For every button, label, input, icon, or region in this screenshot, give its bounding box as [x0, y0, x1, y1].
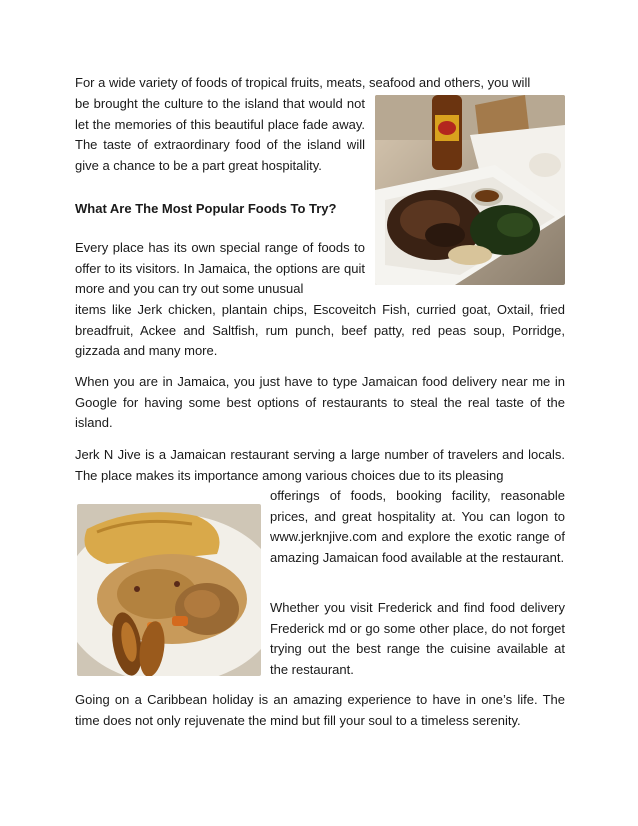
- paragraph-intro: be brought the culture to the island that would not let the memories of this beautiful place fade away. The taste of extraordinary food of the island will give a chance to be a part great hospitality.: [75, 96, 365, 173]
- patty-and-rice-plate-photo: [77, 504, 261, 676]
- section-heading: What Are The Most Popular Foods To Try?: [75, 201, 337, 216]
- jerk-chicken-takeout-photo: [375, 95, 565, 285]
- paragraph-holiday: Going on a Caribbean holiday is an amazing experience to have in one’s life. The time does not only rejuvenate the mind but fill your soul to a timeless serenity.: [75, 692, 565, 728]
- paragraph-foods: items like Jerk chicken, plantain chips, Escoveitch Fish, curried goat, Oxtail, fried breadfruit, Ackee and Saltfish, rum punch, beef patty, red peas soup, Porridge, gizzada and many more.: [75, 302, 565, 358]
- paragraph-search: When you are in Jamaica, you just have to type Jamaican food delivery near me in Google for having some best options of restaurants to steal the real taste of the island.: [75, 374, 565, 430]
- paragraph-restaurant: Jerk N Jive is a Jamaican restaurant serving a large number of travelers and locals. The place makes its importance among various choices due to its pleasing: [75, 447, 565, 483]
- paragraph-foods-wrap: Every place has its own special range of foods to offer to its visitors. In Jamaica, the options are quit more and you can try out some unusual: [75, 240, 365, 296]
- paragraph-restaurant-wrap: offerings of foods, booking facility, reasonable prices, and great hospitality at. You can logon to www.jerknjive.com and explore the exotic range of amazing Jamaican food available at the restaurant.: [270, 488, 565, 565]
- paragraph-intro-line: For a wide variety of foods of tropical fruits, meats, seafood and others, you will: [75, 75, 531, 90]
- paragraph-frederick: Whether you visit Frederick and find food delivery Frederick md or go some other place, do not forget trying out the best range the cuisine available at the restaurant.: [270, 600, 565, 677]
